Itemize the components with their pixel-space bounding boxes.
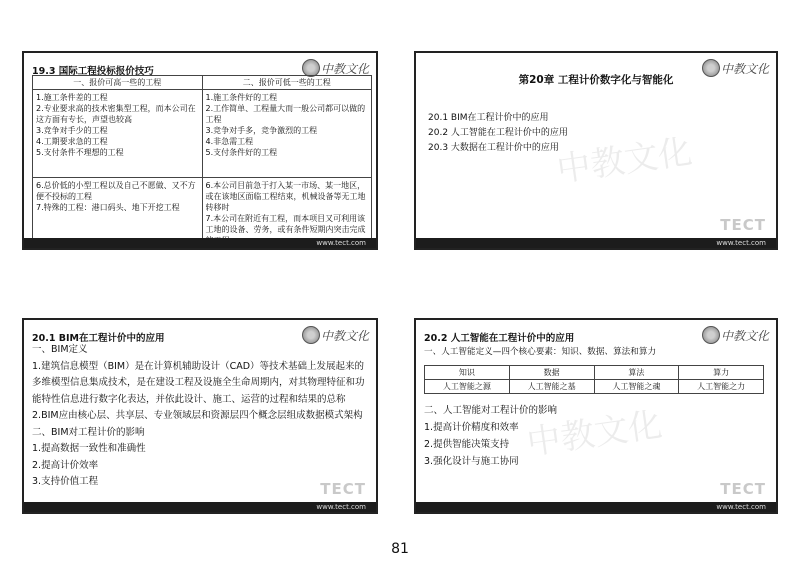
section-heading: 二、BIM对工程计价的影响 — [32, 426, 145, 438]
table-cell: 人工智能之基 — [509, 380, 594, 394]
tect-mark: TECT — [720, 216, 766, 234]
col2-cell-b: 6.本公司目前急于打入某一市场、某一地区，或在该地区面临工程结束，机械设备等无工地转移时 7.本公司在附近有工程，而本项目又可利用该工地的设备、劳务，或有条件短期内突击完成 — [202, 178, 372, 249]
paragraph: 1.建筑信息模型（BIM）是在计算机辅助设计（CAD）等技术基础上发展起来的多维模型信息集成技术，是在建设工程及设施全生命周期内，对其物理特征和功能特性信息进行数字化表达，并依此设计、施工、运营的过程和结果的总称 — [32, 360, 365, 405]
list-item: 1.提高数据一致性和准确性 — [32, 443, 146, 454]
col1-cell-a: 1.施工条件差的工程 2.专业要求高的技术密集型工程，而本公司在这方面有专长，声望也较高 3.竞争对手少的工程 4.工期要求急的工程 5.支付条件不理想的工程 — [33, 90, 203, 178]
page-number: 81 — [391, 541, 409, 557]
table-header-cell: 知识 — [425, 366, 510, 380]
slide-title: 19.3 国际工程投标报价技巧 — [32, 66, 154, 77]
brand-logo: 中教文化 — [302, 326, 370, 344]
watermark: 中教文化 — [554, 131, 695, 191]
table-header-cell: 数据 — [509, 366, 594, 380]
ai-elements-table — [424, 365, 764, 394]
pricing-table — [32, 75, 372, 249]
section-heading: 一、BIM定义 — [32, 344, 88, 355]
table-cell: 人工智能之源 — [425, 380, 510, 394]
section-heading: 二、人工智能对工程计价的影响 — [424, 405, 558, 416]
slide-bid-pricing — [22, 51, 378, 250]
col1-cell-b: 6.总价低的小型工程以及自己不愿做、又不方便不投标的工程 7.特殊的工程：港口码头、地下开挖工程 — [33, 178, 203, 249]
slide-footer: www.tect.com — [24, 502, 376, 512]
slide-ai — [414, 318, 778, 514]
tect-mark: TECT — [320, 480, 366, 498]
slide-bim — [22, 318, 378, 514]
col2-header: 二、报价可低一些的工程 — [202, 76, 372, 90]
list-item: 2.提供智能决策支持 — [424, 439, 510, 450]
table-cell: 人工智能之魂 — [594, 380, 679, 394]
brand-logo: 中教文化 — [302, 59, 370, 77]
col1-header: 一、报价可高一些的工程 — [33, 76, 203, 90]
slide-title: 20.2 人工智能在工程计价中的应用 — [424, 333, 575, 344]
chapter-title: 第20章 工程计价数字化与智能化 — [518, 74, 674, 86]
toc-item: 20.2 人工智能在工程计价中的应用 — [428, 128, 568, 138]
table-header-cell: 算法 — [594, 366, 679, 380]
brand-logo: 中教文化 — [702, 59, 770, 77]
watermark: 中教文化 — [524, 404, 665, 464]
list-item: 2.提高计价效率 — [32, 459, 99, 471]
slide-chapter-20 — [414, 51, 778, 250]
toc-item: 20.1 BIM在工程计价中的应用 — [428, 113, 549, 123]
list-item: 3.强化设计与施工协同 — [424, 456, 519, 467]
list-item: 3.支持价值工程 — [32, 476, 99, 487]
slide-footer: www.tect.com — [416, 502, 776, 512]
table-header-cell: 算力 — [679, 366, 764, 380]
slide-footer: www.tect.com — [24, 238, 376, 248]
chapter-toc — [428, 111, 568, 156]
brand-logo: 中教文化 — [702, 326, 770, 344]
paragraph: 2.BIM应由核心层、共享层、专业领域层和资源层四个概念层组成数据模式架构 — [32, 410, 363, 421]
list-item: 1.提高计价精度和效率 — [424, 422, 519, 433]
tect-mark: TECT — [720, 480, 766, 498]
section-heading: 一、人工智能定义—四个核心要素：知识、数据、算法和算力 — [424, 347, 657, 357]
slide-body — [32, 342, 368, 491]
toc-item: 20.3 大数据在工程计价中的应用 — [428, 143, 559, 153]
table-cell: 人工智能之力 — [679, 380, 764, 394]
col2-cell-a: 1.施工条件好的工程 2.工作简单、工程量大而一般公司都可以做的工程 3.竞争对手多，竞争激烈的工程 4.非急需工程 5.支付条件好的工程 — [202, 90, 372, 178]
slide-footer: www.tect.com — [416, 238, 776, 248]
slide-title: 20.1 BIM在工程计价中的应用 — [32, 333, 165, 344]
